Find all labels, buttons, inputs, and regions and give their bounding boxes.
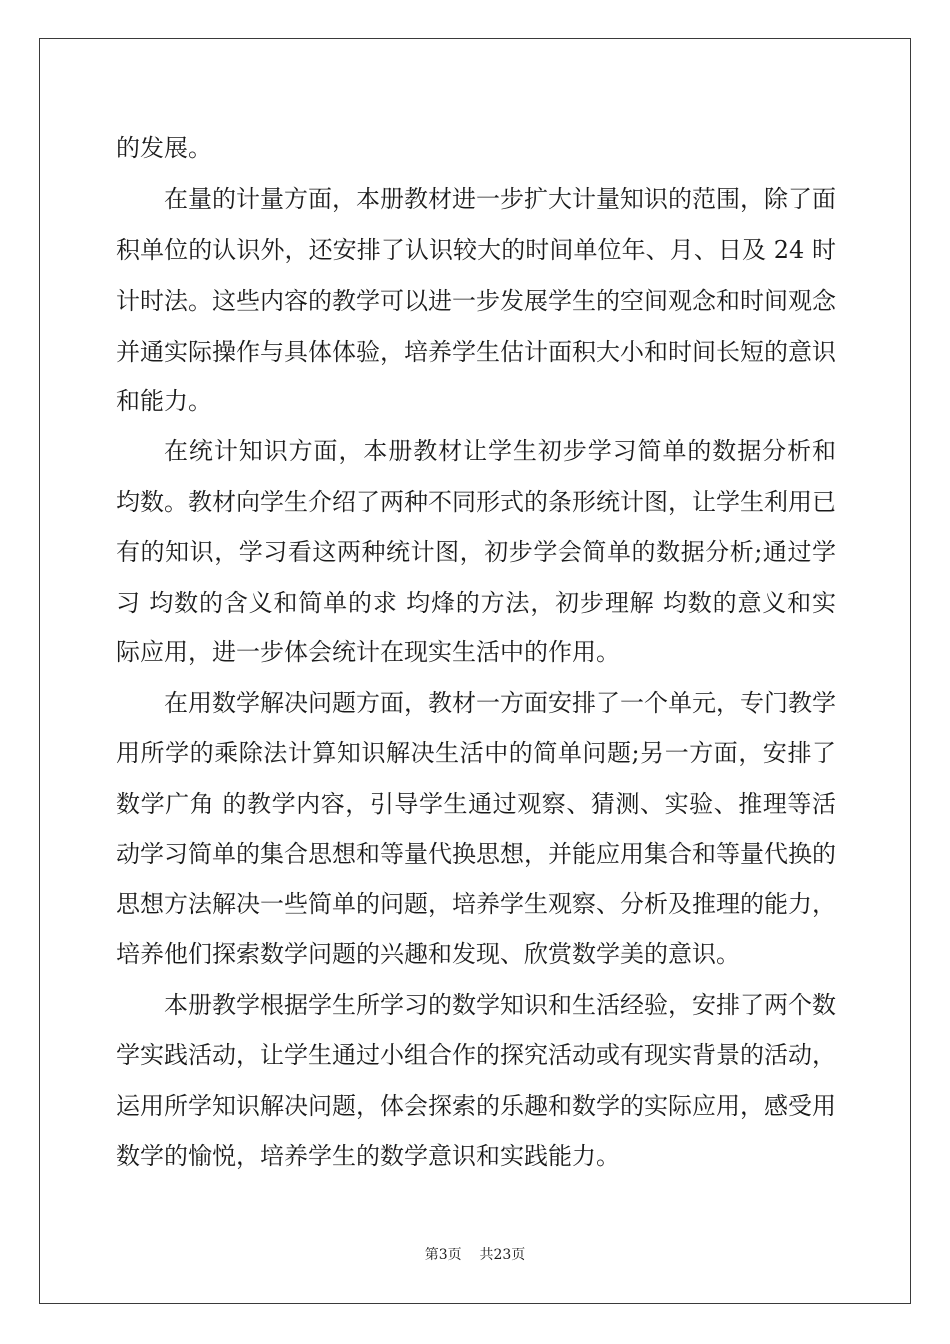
text-line: 本册教学根据学生所学习的数学知识和生活经验，安排了两个数 bbox=[164, 991, 836, 1019]
text-line: 用所学的乘除法计算知识解决生活中的简单问题;另一方面，安排了 bbox=[116, 739, 836, 767]
text-line: 计时法。这些内容的教学可以进一步发展学生的空间观念和时间观念 bbox=[116, 287, 836, 315]
text-line: 数学的愉悦，培养学生的数学意识和实践能力。 bbox=[116, 1142, 620, 1170]
text-line: 在量的计量方面，本册教材进一步扩大计量知识的范围，除了面 bbox=[164, 185, 836, 213]
text-line: 均数。教材向学生介绍了两种不同形式的条形统计图，让学生利用已 bbox=[116, 488, 836, 516]
text-line: 和能力。 bbox=[116, 387, 212, 415]
text-line: 习 均数的含义和简单的求 均烽的方法，初步理解 均数的意义和实 bbox=[116, 589, 836, 617]
text-line: 在用数学解决问题方面，教材一方面安排了一个单元，专门教学 bbox=[164, 689, 836, 717]
page-number: 第3页 bbox=[424, 1247, 462, 1263]
text-line: 积单位的认识外，还安排了认识较大的时间单位年、月、日及 24 时 bbox=[116, 236, 836, 264]
text-line: 的发展。 bbox=[116, 134, 212, 162]
text-line: 培养他们探索数学问题的兴趣和发现、欣赏数学美的意识。 bbox=[116, 940, 740, 968]
text-line: 在统计知识方面，本册教材让学生初步学习简单的数据分析和 bbox=[164, 437, 836, 465]
text-line: 并通实际操作与具体体验，培养学生估计面积大小和时间长短的意识 bbox=[116, 338, 836, 366]
text-line: 数学广角 的教学内容，引导学生通过观察、猜测、实验、推理等活 bbox=[116, 790, 836, 818]
text-line: 动学习简单的集合思想和等量代换思想，并能应用集合和等量代换的 bbox=[116, 840, 836, 868]
text-line: 有的知识，学习看这两种统计图，初步学会简单的数据分析;通过学 bbox=[116, 538, 836, 566]
page-total: 共23页 bbox=[479, 1247, 526, 1263]
text-line: 思想方法解决一些简单的问题，培养学生观察、分析及推理的能力， bbox=[116, 890, 836, 918]
page-footer bbox=[0, 1246, 950, 1264]
text-line: 运用所学知识解决问题，体会探索的乐趣和数学的实际应用，感受用 bbox=[116, 1092, 836, 1120]
text-line: 学实践活动，让学生通过小组合作的探究活动或有现实背景的活动， bbox=[116, 1041, 836, 1069]
text-line: 际应用，进一步体会统计在现实生活中的作用。 bbox=[116, 638, 620, 666]
